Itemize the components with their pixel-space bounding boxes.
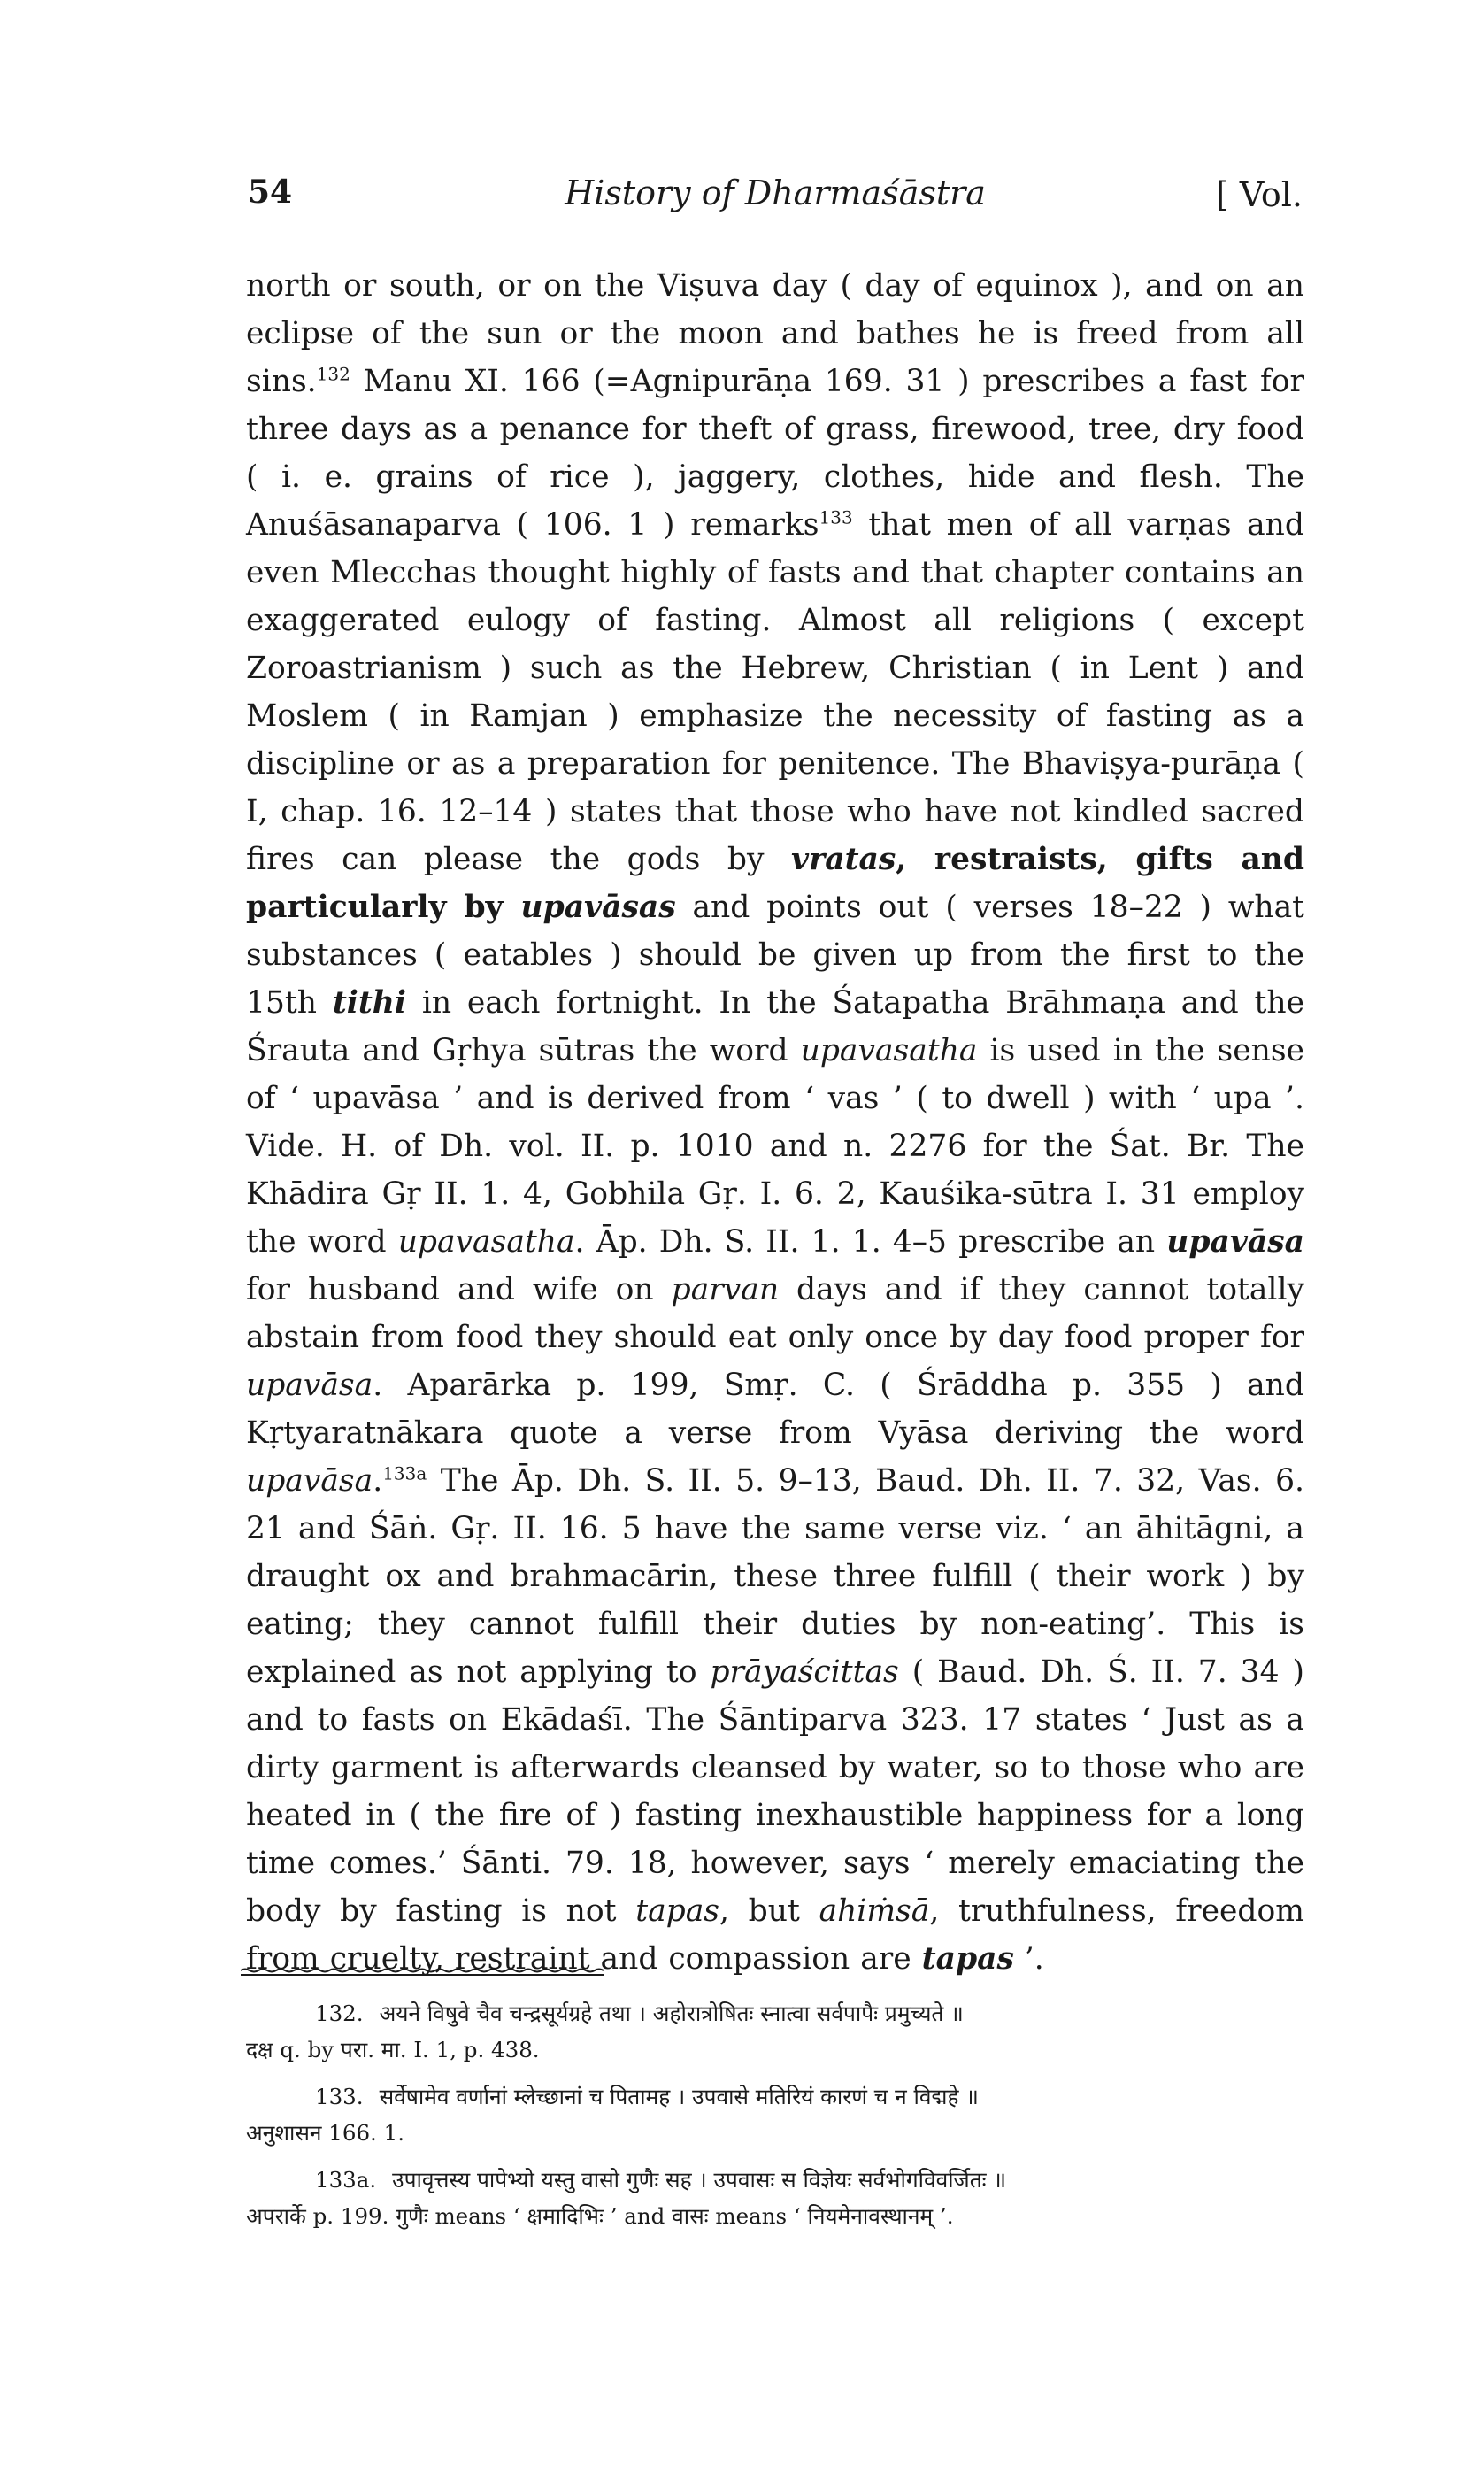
text-run: , but	[719, 1893, 819, 1929]
italic-term: upavāsa	[246, 1463, 373, 1499]
running-header	[248, 173, 1303, 227]
footnote-number: 133.	[315, 2084, 364, 2109]
main-text	[246, 262, 1304, 1983]
italic-term: tapas	[921, 1941, 1014, 1977]
footnote-133a	[246, 2162, 1304, 2234]
footnote-source: अपरार्के p. 199. गुणैः means ‘ क्षमादिभिः ’ and वासः means ‘ नियमेनावस्थानम् ’.	[246, 2203, 954, 2229]
footnote-sanskrit: उपावृत्तस्य पापेभ्यो यस्तु वासो गुणैः सह । उपवासः स विज्ञेयः सर्वभोगविवर्जितः ॥	[392, 2167, 1007, 2193]
text-run: . Aparārka p. 199, Smṛ. C. ( Śrāddha p. 355 ) and Kṛtyaratnākara quote a verse from Vyāsa deriving the word	[246, 1368, 1304, 1451]
text-run: that men of all varṇas and even Mlecchas thought highly of fasts and that chapter contains an exaggerated eulogy of fasting. Almost all religions ( except Zoroastrianism ) such as the Hebrew, Christian ( in Lent ) and Moslem ( in Ramjan ) emphasize the necessity of fasting as a discipline or as a preparation for penitence. The Bhaviṣya-purāṇa ( I, chap. 16. 12–14 ) states that those who have not kindled sacred fires can please the gods by	[246, 507, 1304, 877]
text-run: in each fortnight. In the Śatapatha Brāhmaṇa and the Śrauta and Gṛhya sūtras the word	[246, 985, 1304, 1068]
volume-label: [ Vol.	[1216, 175, 1303, 214]
italic-term: vratas	[791, 842, 896, 877]
footnote-source: दक्ष q. by परा. मा. I. 1, p. 438.	[246, 2037, 540, 2062]
footnote-source: अनुशासन 166. 1.	[246, 2120, 404, 2146]
text-run: ’.	[1013, 1941, 1044, 1977]
running-title: History of Dharmaśāstra	[565, 173, 986, 212]
text-run: for husband and wife on	[246, 1272, 672, 1307]
text-run: ( Baud. Dh. Ś. II. 7. 34 ) and to fasts on Ekādaśī. The Śāntiparva 323. 17 states ‘ Just as a dirty garment is afterwards cleansed by water, so to those who are heated in ( the fire of ) fasting inexhaustible happiness for a long time comes.’ Śānti. 79. 18, however, says ‘ merely emaciating the body by fasting is not	[246, 1654, 1304, 1929]
footnotes	[246, 1995, 1304, 2245]
text-run: The Āp. Dh. S. II. 5. 9–13, Baud. Dh. II. 7. 32, Vas. 6. 21 and Śāṅ. Gṛ. II. 16. 5 have the same verse viz. ‘ an āhitāgni, a draught ox and brahmacārin, these three fulfill ( their work ) by eating; they cannot fulfill their duties by non-eating’. This is explained as not applying to	[246, 1463, 1304, 1690]
italic-term: ahiṁsā	[819, 1893, 930, 1929]
footnote-number: 133a.	[315, 2167, 377, 2193]
italic-term: tapas	[635, 1893, 720, 1929]
footnote-rule	[241, 1968, 604, 1977]
text-run: , truthfulness, freedom from cruelty, restraint and compassion are	[246, 1893, 1304, 1977]
italic-term: prāyaścittas	[710, 1654, 899, 1690]
footnote-132	[246, 1995, 1304, 2068]
text-run: .	[373, 1463, 383, 1499]
italic-term: parvan	[671, 1272, 780, 1307]
text-run: Manu XI. 166 (=Agnipurāṇa 169. 31 ) prescribes a fast for three days as a penance for theft of grass, firewood, tree, dry food ( i. e. grains of rice ), jaggery, clothes, hide and flesh. The Anuśāsanaparva ( 106. 1 ) remarks	[246, 364, 1304, 543]
text-run: , restraists, gifts and particularly by	[246, 842, 1305, 925]
footnote-sanskrit: सर्वेषामेव वर्णानां म्लेच्छानां च पितामह । उपवासे मतिरियं कारणं च न विद्महे ॥	[379, 2084, 979, 2109]
footnote-number: 132.	[315, 2001, 364, 2026]
italic-term: upavasatha	[800, 1033, 978, 1068]
text-run: . Āp. Dh. S. II. 1. 1. 4–5 prescribe an	[574, 1224, 1167, 1260]
footnote-ref-132: 132	[316, 363, 350, 385]
footnote-sanskrit: अयने विषुवे चैव चन्द्रसूर्यग्रहे तथा । अहोरात्रोषितः स्नात्वा सर्वपापैः प्रमुच्यते ॥	[379, 2001, 964, 2026]
italic-term: tithi	[332, 985, 406, 1021]
footnote-ref-133a: 133a	[382, 1462, 427, 1484]
italic-term: upavāsas	[520, 890, 676, 925]
text-run: and points out ( verses 18–22 ) what substances ( eatables ) should be given up from the first to the 15th	[246, 890, 1304, 1021]
text-run: north or south, or on the Viṣuva day ( day of equinox ), and on an eclipse of the sun or the moon and bathes he is freed from all sins.	[246, 268, 1304, 399]
footnote-133	[246, 2078, 1304, 2151]
text-run: is used in the sense of ‘ upavāsa ’ and is derived from ‘ vas ’ ( to dwell ) with ‘ upa ’. Vide. H. of Dh. vol. II. p. 1010 and n. 2276 for the Śat. Br. The Khādira Gṛ II. 1. 4, Gobhila Gṛ. I. 6. 2, Kauśika-sūtra I. 31 employ the word	[246, 1033, 1304, 1260]
page-number: 54	[248, 173, 293, 211]
body-paragraph	[246, 262, 1304, 1983]
italic-term: upavasatha	[397, 1224, 575, 1260]
footnote-ref-133: 133	[819, 506, 853, 528]
italic-term: upavāsa	[246, 1368, 373, 1403]
text-run: days and if they cannot totally abstain from food they should eat only once by day food proper for	[246, 1272, 1304, 1355]
italic-term: upavāsa	[1166, 1224, 1305, 1260]
